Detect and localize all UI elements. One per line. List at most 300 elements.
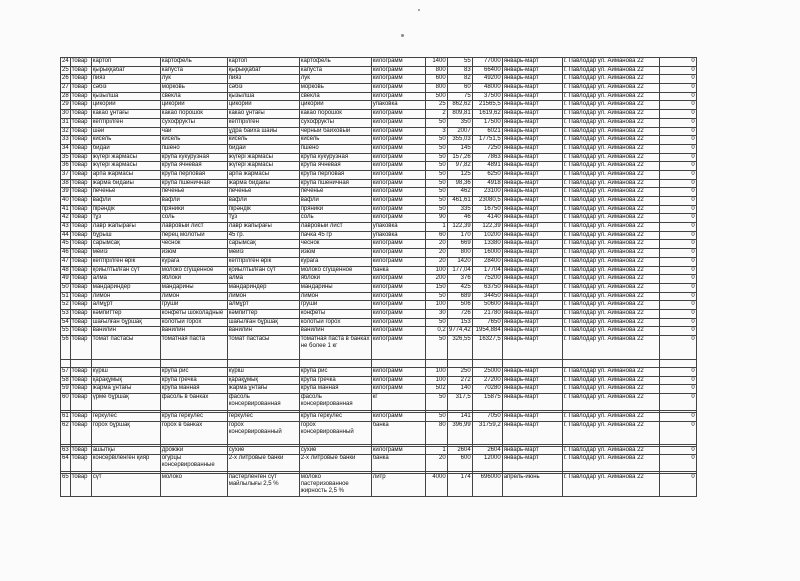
cell-delivery-place: г. Павлодар ул. Айманова 22 [562, 455, 659, 472]
cell-delivery-place: г. Павлодар ул. Айманова 22 [562, 336, 659, 360]
cell-delivery-place: г. Павлодар ул. Айманова 22 [562, 275, 659, 284]
cell-unit: килограмм [371, 283, 425, 292]
cell-spec-ru: соль [299, 214, 371, 223]
cell-name-ru: фасоль в банках [160, 394, 227, 411]
cell-delivery-place: г. Павлодар ул. Айманова 22 [562, 223, 659, 232]
cell-advance-percent: 0 [659, 318, 696, 327]
cell-total-sum: 75200 [472, 275, 502, 284]
cell-quantity: 50 [425, 318, 447, 327]
cell-total-sum: 49200 [472, 75, 502, 84]
cell-quantity: 100 [425, 266, 447, 275]
cell-row-number: 55 [61, 327, 71, 336]
cell-spec-kz: ұдра байха шайы [227, 127, 299, 136]
cell-delivery-period: январь-март [502, 368, 562, 377]
cell-unit-price: 600 [447, 455, 472, 472]
cell-unit: килограмм [371, 66, 425, 75]
cell-delivery-period: январь-март [502, 266, 562, 275]
cell-spec-ru: крупа манная [299, 385, 371, 394]
cell-spec-ru: горох консервированный [299, 421, 371, 444]
cell-name-ru: чай [160, 127, 227, 136]
cell-delivery-place: г. Павлодар ул. Айманова 22 [562, 318, 659, 327]
cell-delivery-place: г. Павлодар ул. Айманова 22 [562, 413, 659, 422]
cell-delivery-period: январь-март [502, 421, 562, 444]
cell-quantity: 20 [425, 249, 447, 258]
cell-name-kz: сарымсақ [91, 240, 160, 249]
cell-spec-ru: сухие [299, 446, 371, 455]
procurement-table [60, 57, 697, 497]
cell-spec-kz: лавр жапырағы [227, 223, 299, 232]
table-row [61, 144, 697, 153]
cell-spec-ru: чеснок [299, 240, 371, 249]
cell-name-kz: кептірілген [91, 118, 160, 127]
cell-name-kz: жүгері жармасы [91, 162, 160, 171]
cell-item-type: товар [70, 301, 91, 310]
cell-advance-percent: 0 [659, 127, 696, 136]
cell-delivery-period: январь-март [502, 110, 562, 119]
table-row [61, 394, 697, 411]
cell-item-type: товар [70, 170, 91, 179]
cell-spec-kz: бидай [227, 144, 299, 153]
cell-quantity: 25 [425, 101, 447, 110]
cell-advance-percent: 0 [659, 455, 696, 472]
cell-advance-percent: 0 [659, 66, 696, 75]
cell-item-type: товар [70, 368, 91, 377]
cell-delivery-period: январь-март [502, 75, 562, 84]
cell-spec-kz: геркулес [227, 413, 299, 422]
cell-item-type: товар [70, 240, 91, 249]
cell-total-sum: 7650 [472, 318, 502, 327]
cell-name-ru: горох в банках [160, 421, 227, 444]
cell-item-type: товар [70, 214, 91, 223]
cell-row-number: 28 [61, 92, 71, 101]
cell-row-number: 59 [61, 385, 71, 394]
cell-unit-price: 461,61 [447, 197, 472, 206]
cell-delivery-place: г. Павлодар ул. Айманова 22 [562, 66, 659, 75]
cell-spec-kz: горох консервированный [227, 421, 299, 444]
cell-total-sum: 66400 [472, 66, 502, 75]
cell-unit-price: 98,36 [447, 179, 472, 188]
cell-unit-price: 689 [447, 292, 472, 301]
cell-delivery-period: январь-март [502, 318, 562, 327]
cell-unit: килограмм [371, 257, 425, 266]
cell-delivery-place: г. Павлодар ул. Айманова 22 [562, 205, 659, 214]
cell-name-kz: кәмпиттер [91, 309, 160, 318]
cell-row-number: 43 [61, 223, 71, 232]
cell-delivery-period: январь-март [502, 394, 562, 411]
cell-unit-price: 809,81 [447, 110, 472, 119]
cell-spec-kz: картоп [227, 58, 299, 67]
cell-delivery-place: г. Павлодар ул. Айманова 22 [562, 421, 659, 444]
cell-advance-percent: 0 [659, 101, 696, 110]
cell-delivery-period: январь-март [502, 118, 562, 127]
cell-advance-percent: 0 [659, 188, 696, 197]
cell-advance-percent: 0 [659, 327, 696, 336]
cell-unit: килограмм [371, 58, 425, 67]
cell-unit-price: 506 [447, 301, 472, 310]
cell-name-kz: күріш [91, 368, 160, 377]
cell-advance-percent: 0 [659, 257, 696, 266]
cell-advance-percent: 0 [659, 92, 696, 101]
cell-name-ru: перец молотый [160, 231, 227, 240]
cell-name-kz: печенье [91, 188, 160, 197]
cell-delivery-period: январь-март [502, 249, 562, 258]
cell-unit-price: 250 [447, 368, 472, 377]
cell-row-number: 53 [61, 309, 71, 318]
table-row [61, 474, 697, 497]
cell-advance-percent: 0 [659, 197, 696, 206]
cell-unit-price: 125 [447, 170, 472, 179]
cell-delivery-place: г. Павлодар ул. Айманова 22 [562, 376, 659, 385]
cell-unit: килограмм [371, 292, 425, 301]
cell-spec-kz: алма [227, 275, 299, 284]
cell-unit-price: 9774,42 [447, 327, 472, 336]
cell-name-kz: цикорий [91, 101, 160, 110]
cell-row-number: 36 [61, 162, 71, 171]
cell-item-type: товар [70, 474, 91, 497]
cell-delivery-place: г. Павлодар ул. Айманова 22 [562, 127, 659, 136]
cell-name-kz: пірәндік [91, 205, 160, 214]
cell-spec-kz: пастерленген сүт майлылығы 2,5 % [227, 474, 299, 497]
cell-unit-price: 335 [447, 205, 472, 214]
cell-spec-kz: қызылша [227, 92, 299, 101]
cell-name-ru: крупа кукурузная [160, 153, 227, 162]
cell-spec-kz: цикорий [227, 101, 299, 110]
cell-unit: килограмм [371, 413, 425, 422]
cell-advance-percent: 0 [659, 413, 696, 422]
cell-total-sum: 13380 [472, 240, 502, 249]
table-row [61, 385, 697, 394]
cell-unit-price: 46 [447, 214, 472, 223]
table-row [61, 368, 697, 377]
cell-quantity: 150 [425, 283, 447, 292]
cell-unit: банка [371, 266, 425, 275]
cell-name-kz: консервіленген қияр [91, 455, 160, 472]
punch-mark [418, 9, 420, 11]
cell-spec-ru: яблоки [299, 275, 371, 284]
cell-name-ru: пряники [160, 205, 227, 214]
cell-advance-percent: 0 [659, 205, 696, 214]
cell-name-kz: қарақұмық [91, 376, 160, 385]
table-row [61, 240, 697, 249]
cell-delivery-place: г. Павлодар ул. Айманова 22 [562, 162, 659, 171]
table-row [61, 455, 697, 472]
cell-spec-ru: конфеты [299, 309, 371, 318]
cell-quantity: 50 [425, 292, 447, 301]
cell-total-sum: 16000 [472, 249, 502, 258]
cell-spec-ru: фасоль консервированная [299, 394, 371, 411]
cell-total-sum: 27200 [472, 376, 502, 385]
cell-unit: килограмм [371, 136, 425, 145]
cell-unit: килограмм [371, 118, 425, 127]
cell-quantity: 50 [425, 144, 447, 153]
cell-total-sum: 1619,62 [472, 110, 502, 119]
cell-spec-ru: курага [299, 257, 371, 266]
cell-item-type: товар [70, 413, 91, 422]
table-row [61, 136, 697, 145]
cell-item-type: товар [70, 385, 91, 394]
cell-name-ru: крупа рис [160, 368, 227, 377]
cell-spec-ru: какао порошок [299, 110, 371, 119]
cell-delivery-place: г. Павлодар ул. Айманова 22 [562, 249, 659, 258]
cell-spec-ru: лук [299, 75, 371, 84]
cell-unit: упаковка [371, 101, 425, 110]
cell-delivery-period: январь-март [502, 231, 562, 240]
cell-quantity: 1400 [425, 58, 447, 67]
cell-spec-ru: мандарины [299, 283, 371, 292]
cell-total-sum: 6021 [472, 127, 502, 136]
cell-name-kz: алма [91, 275, 160, 284]
cell-delivery-period: январь-март [502, 188, 562, 197]
cell-name-ru: груши [160, 301, 227, 310]
cell-spec-ru: крупа рис [299, 368, 371, 377]
cell-delivery-place: г. Павлодар ул. Айманова 22 [562, 170, 659, 179]
cell-spec-kz: қойылтылған сүт [227, 266, 299, 275]
cell-name-ru: крупа пшеничная [160, 179, 227, 188]
table-row [61, 179, 697, 188]
cell-name-ru: молоко сгущенное [160, 266, 227, 275]
cell-unit: килограмм [371, 309, 425, 318]
table-row [61, 205, 697, 214]
cell-name-kz: жарма бидайы [91, 179, 160, 188]
table-row [61, 84, 697, 93]
cell-unit-price: 425 [447, 283, 472, 292]
cell-delivery-place: г. Павлодар ул. Айманова 22 [562, 327, 659, 336]
cell-name-kz: горох бұршақ [91, 421, 160, 444]
table-row [61, 446, 697, 455]
cell-row-number: 24 [61, 58, 71, 67]
cell-row-number: 31 [61, 118, 71, 127]
cell-unit-price: 396,99 [447, 421, 472, 444]
cell-name-ru: кисель [160, 136, 227, 145]
cell-quantity: 2 [425, 110, 447, 119]
cell-spec-ru: пшено [299, 144, 371, 153]
cell-name-ru: вафли [160, 197, 227, 206]
cell-item-type: товар [70, 205, 91, 214]
cell-item-type: товар [70, 421, 91, 444]
table-row [61, 292, 697, 301]
cell-name-kz: лавр жапырағы [91, 223, 160, 232]
cell-item-type: товар [70, 223, 91, 232]
cell-advance-percent: 0 [659, 110, 696, 119]
cell-name-ru: молоко [160, 474, 227, 497]
cell-total-sum: 4891 [472, 162, 502, 171]
cell-delivery-period: январь-март [502, 66, 562, 75]
cell-item-type: товар [70, 249, 91, 258]
cell-spec-ru: свекла [299, 92, 371, 101]
cell-unit-price: 376 [447, 275, 472, 284]
cell-delivery-place: г. Павлодар ул. Айманова 22 [562, 214, 659, 223]
cell-advance-percent: 0 [659, 231, 696, 240]
cell-item-type: товар [70, 118, 91, 127]
cell-total-sum: 17500 [472, 118, 502, 127]
cell-item-type: товар [70, 127, 91, 136]
cell-spec-kz: ванилин [227, 327, 299, 336]
cell-unit: литр [371, 474, 425, 497]
table-row [61, 249, 697, 258]
cell-name-ru: изюм [160, 249, 227, 258]
cell-name-kz: жарма ұнтағы [91, 385, 160, 394]
cell-delivery-place: г. Павлодар ул. Айманова 22 [562, 292, 659, 301]
cell-spec-ru: сухофрукты [299, 118, 371, 127]
cell-delivery-period: январь-март [502, 205, 562, 214]
cell-name-ru: картофель [160, 58, 227, 67]
table-row [61, 336, 697, 360]
cell-total-sum: 70280 [472, 385, 502, 394]
cell-item-type: товар [70, 66, 91, 75]
cell-name-kz: кисель [91, 136, 160, 145]
cell-delivery-period: январь-март [502, 327, 562, 336]
cell-delivery-place: г. Павлодар ул. Айманова 22 [562, 75, 659, 84]
cell-name-kz: шәй [91, 127, 160, 136]
cell-spec-kz: жүгері жармасы [227, 153, 299, 162]
cell-unit: кг [371, 394, 425, 411]
cell-unit: килограмм [371, 179, 425, 188]
cell-name-kz: бидай [91, 144, 160, 153]
cell-total-sum: 15875 [472, 394, 502, 411]
cell-unit-price: 83 [447, 66, 472, 75]
cell-spec-kz: қарақұмық [227, 376, 299, 385]
cell-item-type: товар [70, 257, 91, 266]
cell-name-ru: колотый горох [160, 318, 227, 327]
cell-total-sum: 7863 [472, 153, 502, 162]
cell-delivery-period: январь-март [502, 179, 562, 188]
cell-spec-ru: колотый горох [299, 318, 371, 327]
cell-total-sum: 122,39 [472, 223, 502, 232]
cell-row-number: 46 [61, 249, 71, 258]
cell-name-ru: дрожжи [160, 446, 227, 455]
cell-spec-ru: кисель [299, 136, 371, 145]
cell-name-kz: арпа жармасы [91, 170, 160, 179]
cell-delivery-place: г. Павлодар ул. Айманова 22 [562, 110, 659, 119]
cell-spec-ru: пачка 45 гр [299, 231, 371, 240]
cell-item-type: товар [70, 136, 91, 145]
cell-total-sum: 7250 [472, 144, 502, 153]
cell-delivery-period: январь-март [502, 153, 562, 162]
cell-spec-kz: кептірілген [227, 118, 299, 127]
cell-unit: килограмм [371, 318, 425, 327]
cell-unit-price: 317,5 [447, 394, 472, 411]
cell-quantity: 500 [425, 92, 447, 101]
cell-delivery-period: январь-март [502, 385, 562, 394]
cell-advance-percent: 0 [659, 153, 696, 162]
cell-spec-kz: кәмпиттер [227, 309, 299, 318]
cell-advance-percent: 0 [659, 421, 696, 444]
cell-name-ru: крупа перловая [160, 170, 227, 179]
cell-total-sum: 7050 [472, 413, 502, 422]
cell-name-kz: сүт [91, 474, 160, 497]
cell-delivery-place: г. Павлодар ул. Айманова 22 [562, 188, 659, 197]
cell-total-sum: 23100 [472, 188, 502, 197]
cell-quantity: 20 [425, 455, 447, 472]
cell-quantity: 30 [425, 309, 447, 318]
cell-delivery-period: январь-март [502, 292, 562, 301]
cell-total-sum: 696000 [472, 474, 502, 497]
cell-unit-price: 157,26 [447, 153, 472, 162]
cell-spec-ru: крупа гречка [299, 376, 371, 385]
cell-advance-percent: 0 [659, 179, 696, 188]
cell-spec-kz: печенье [227, 188, 299, 197]
cell-delivery-place: г. Павлодар ул. Айманова 22 [562, 240, 659, 249]
cell-name-kz: кептірілген өрік [91, 257, 160, 266]
cell-delivery-period: январь-март [502, 84, 562, 93]
cell-total-sum: 37500 [472, 92, 502, 101]
cell-item-type: товар [70, 318, 91, 327]
cell-name-ru: огурцы консервированные [160, 455, 227, 472]
cell-total-sum: 2604 [472, 446, 502, 455]
cell-total-sum: 16327,5 [472, 336, 502, 360]
cell-quantity: 20 [425, 257, 447, 266]
cell-advance-percent: 0 [659, 144, 696, 153]
cell-spec-kz: жарма бидайы [227, 179, 299, 188]
cell-advance-percent: 0 [659, 336, 696, 360]
cell-item-type: товар [70, 75, 91, 84]
cell-delivery-period: январь-март [502, 283, 562, 292]
cell-unit: килограмм [371, 205, 425, 214]
cell-delivery-period: январь-март [502, 101, 562, 110]
cell-advance-percent: 0 [659, 118, 696, 127]
cell-delivery-place: г. Павлодар ул. Айманова 22 [562, 144, 659, 153]
cell-row-number: 37 [61, 170, 71, 179]
cell-name-ru: чеснок [160, 240, 227, 249]
cell-unit: килограмм [371, 275, 425, 284]
cell-spec-ru: лимон [299, 292, 371, 301]
cell-advance-percent: 0 [659, 292, 696, 301]
cell-delivery-place: г. Павлодар ул. Айманова 22 [562, 101, 659, 110]
cell-row-number: 45 [61, 240, 71, 249]
cell-row-number: 38 [61, 179, 71, 188]
cell-row-number: 47 [61, 257, 71, 266]
cell-advance-percent: 0 [659, 249, 696, 258]
cell-name-kz: қойылтылған сүт [91, 266, 160, 275]
cell-quantity: 200 [425, 275, 447, 284]
cell-name-ru: крупа геркулес [160, 413, 227, 422]
cell-total-sum: 10200 [472, 231, 502, 240]
cell-delivery-period: январь-март [502, 170, 562, 179]
cell-quantity: 100 [425, 368, 447, 377]
cell-name-kz: ашытқы [91, 446, 160, 455]
table-row [61, 413, 697, 422]
cell-delivery-place: г. Павлодар ул. Айманова 22 [562, 153, 659, 162]
cell-spec-ru: капуста [299, 66, 371, 75]
cell-item-type: товар [70, 336, 91, 360]
table-row [61, 127, 697, 136]
cell-row-number: 34 [61, 144, 71, 153]
cell-quantity: 0,2 [425, 327, 447, 336]
cell-quantity: 502 [425, 385, 447, 394]
cell-name-kz: жүгері жармасы [91, 153, 160, 162]
cell-total-sum: 4918 [472, 179, 502, 188]
cell-item-type: товар [70, 309, 91, 318]
cell-delivery-place: г. Павлодар ул. Айманова 22 [562, 179, 659, 188]
cell-item-type: товар [70, 446, 91, 455]
cell-spec-ru: картофель [299, 58, 371, 67]
cell-advance-percent: 0 [659, 385, 696, 394]
cell-name-kz: сәбіз [91, 84, 160, 93]
cell-delivery-period: апрель-июнь [502, 474, 562, 497]
cell-item-type: товар [70, 92, 91, 101]
cell-row-number: 54 [61, 318, 71, 327]
cell-spec-kz: қырыққабат [227, 66, 299, 75]
cell-spec-kz: 2-х литровые банки [227, 455, 299, 472]
cell-item-type: товар [70, 376, 91, 385]
cell-delivery-place: г. Павлодар ул. Айманова 22 [562, 309, 659, 318]
cell-name-ru: конфеты шоколадные [160, 309, 227, 318]
cell-unit-price: 800 [447, 249, 472, 258]
cell-row-number: 61 [61, 413, 71, 422]
cell-item-type: товар [70, 101, 91, 110]
cell-advance-percent: 0 [659, 84, 696, 93]
cell-unit: килограмм [371, 327, 425, 336]
